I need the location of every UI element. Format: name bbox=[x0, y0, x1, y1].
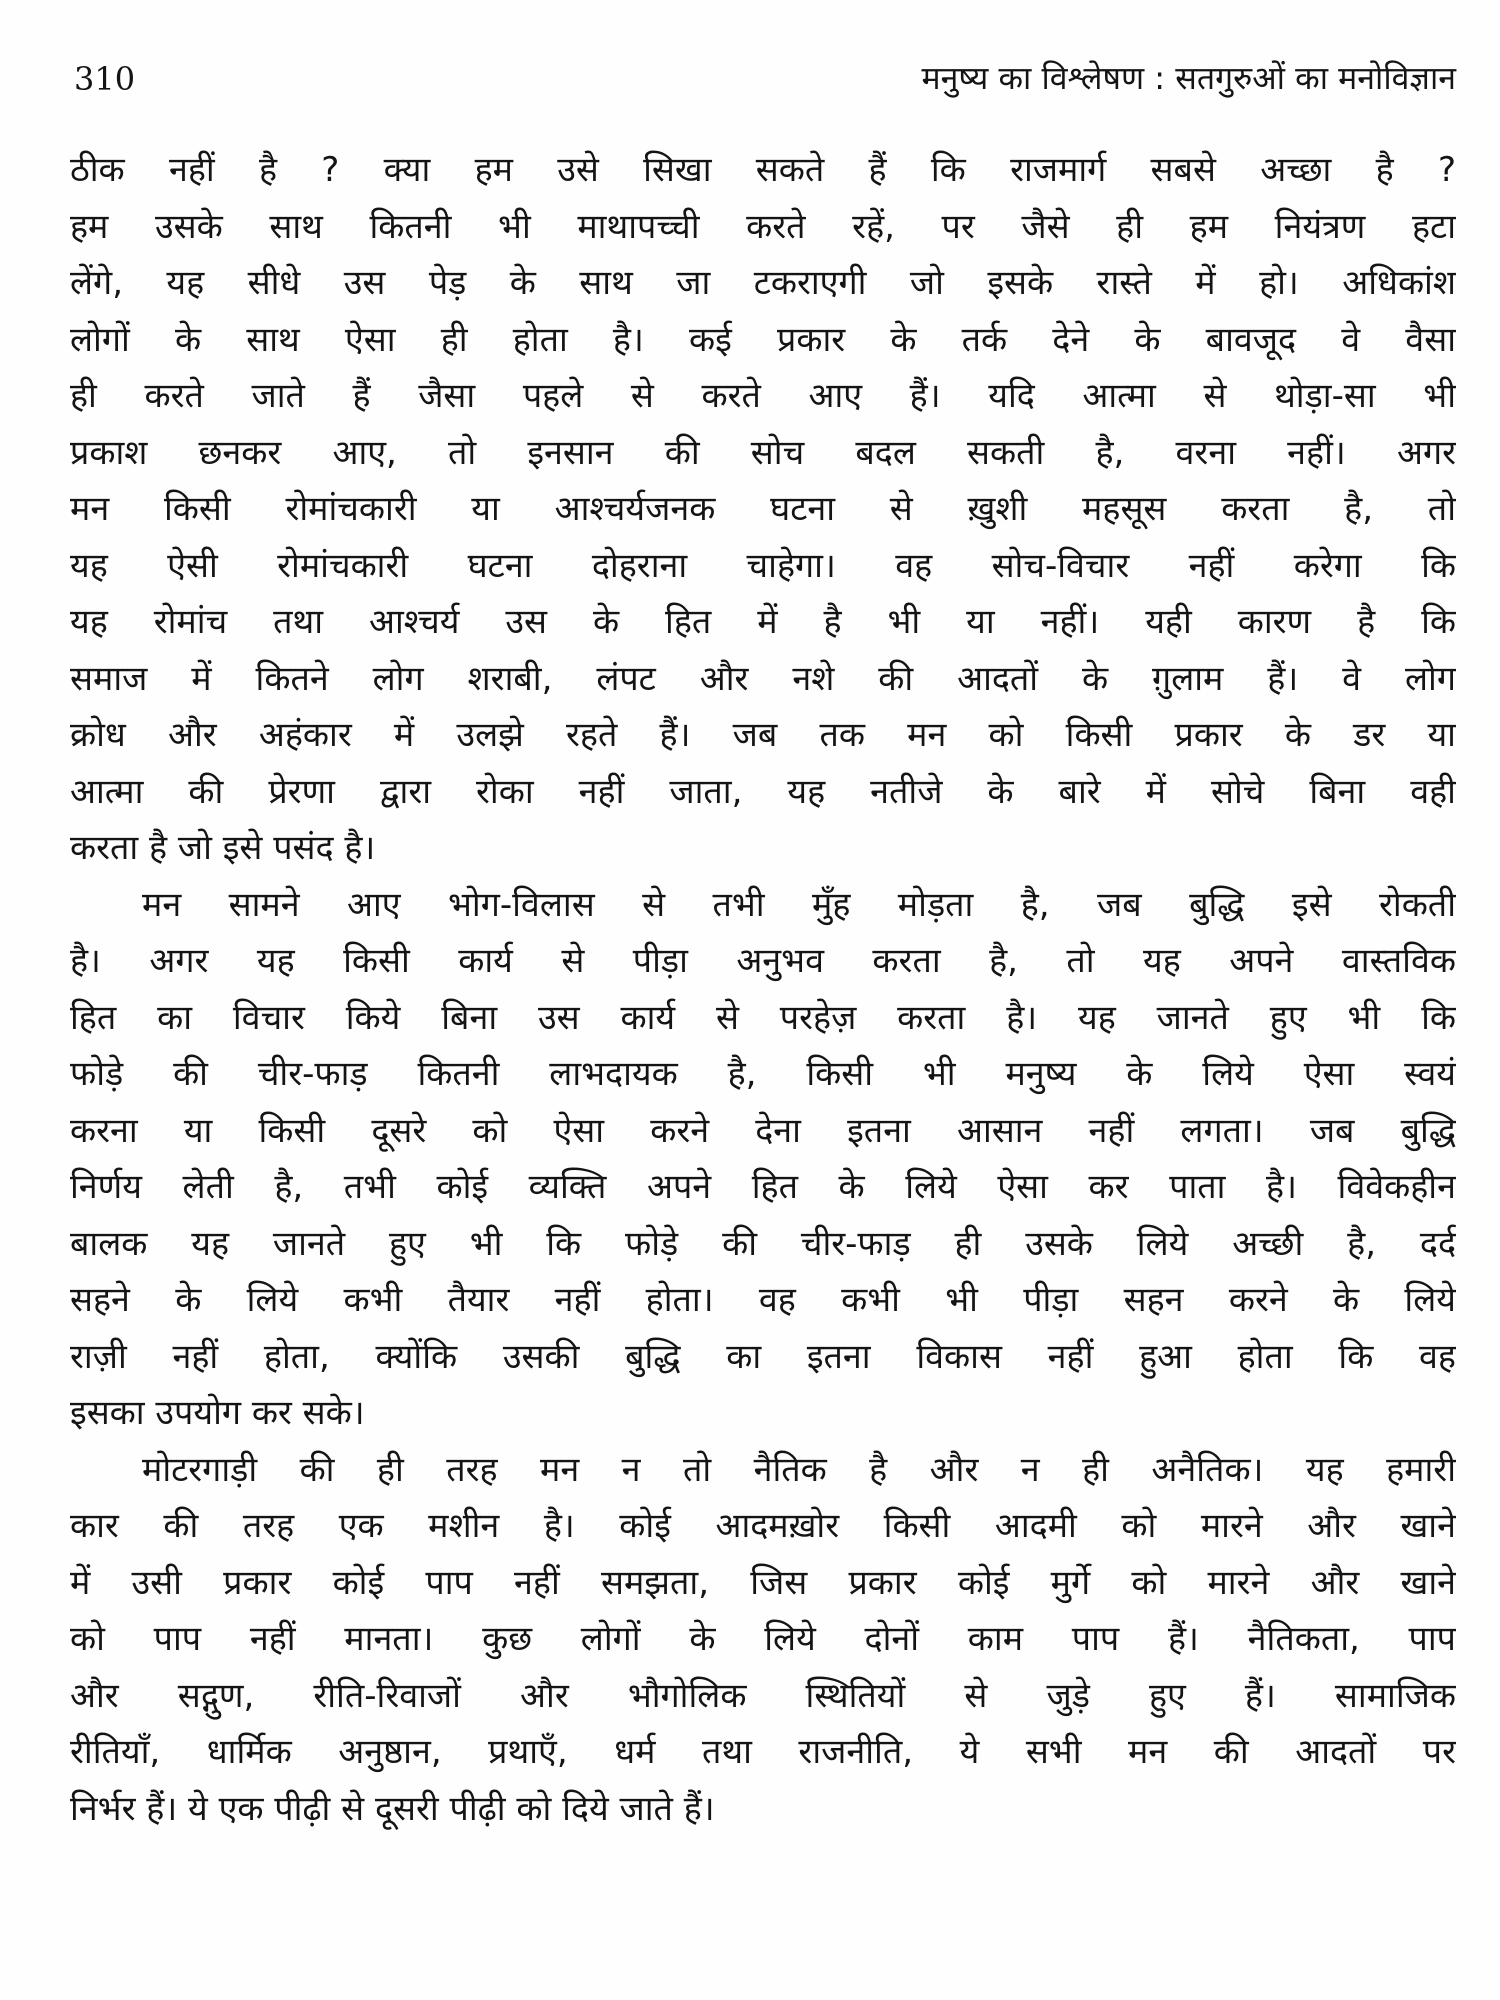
text-line: सहने के लिये कभी तैयार नहीं होता। वह कभी भी पीड़ा सहन करने के लिये bbox=[70, 1280, 1456, 1320]
paragraph-start-line: मोटरगाड़ी की ही तरह मन न तो नैतिक है और न ही अनैतिक। यह हमारी bbox=[142, 1449, 1456, 1490]
page-number: 310 bbox=[74, 60, 136, 98]
text-line: करना या किसी दूसरे को ऐसा करने देना इतना आसान नहीं लगता। जब बुद्धि bbox=[70, 1110, 1456, 1151]
text-line: ठीक नहीं है ? क्या हम उसे सिखा सकते हैं कि राजमार्ग सबसे अच्छा है ? bbox=[70, 150, 1456, 190]
text-line: ही करते जाते हैं जैसा पहले से करते आए हैं। यदि आत्मा से थोड़ा-सा भी bbox=[70, 376, 1456, 416]
text-line: रीतियाँ, धार्मिक अनुष्ठान, प्रथाएँ, धर्म तथा राजनीति, ये सभी मन की आदतों पर bbox=[70, 1732, 1456, 1772]
text-line: बालक यह जानते हुए भी कि फोड़े की चीर-फाड़ ही उसके लिये अच्छी है, दर्द bbox=[70, 1223, 1456, 1264]
text-line: हम उसके साथ कितनी भी माथापच्ची करते रहें, पर जैसे ही हम नियंत्रण हटा bbox=[70, 206, 1456, 247]
text-line: फोड़े की चीर-फाड़ कितनी लाभदायक है, किसी भी मनुष्य के लिये ऐसा स्वयं bbox=[70, 1054, 1456, 1094]
text-line: निर्णय लेती है, तभी कोई व्यक्ति अपने हित के लिये ऐसा कर पाता है। विवेकहीन bbox=[70, 1167, 1456, 1207]
text-line: क्रोध और अहंकार में उलझे रहते हैं। जब तक मन को किसी प्रकार के डर या bbox=[70, 715, 1456, 755]
text-line: आत्मा की प्रेरणा द्वारा रोका नहीं जाता, यह नतीजे के बारे में सोचे बिना वही bbox=[70, 771, 1456, 812]
text-line: लेंगे, यह सीधे उस पेड़ के साथ जा टकराएगी जो इसके रास्ते में हो। अधिकांश bbox=[70, 263, 1456, 303]
text-line: है। अगर यह किसी कार्य से पीड़ा अनुभव करता है, तो यह अपने वास्तविक bbox=[70, 941, 1456, 981]
paragraph-start-line: मन सामने आए भोग-विलास से तभी मुँह मोड़ता है, जब बुद्धि इसे रोकती bbox=[142, 884, 1456, 925]
text-line: समाज में कितने लोग शराबी, लंपट और नशे की आदतों के ग़ुलाम हैं। वे लोग bbox=[70, 658, 1456, 699]
running-title: मनुष्य का विश्लेषण : सतगुरुओं का मनोविज्ञान bbox=[921, 59, 1456, 97]
paragraph-end-line: निर्भर हैं। ये एक पीढ़ी से दूसरी पीढ़ी को दिये जाते हैं। bbox=[70, 1788, 715, 1829]
paragraph-end-line: करता है जो इसे पसंद है। bbox=[70, 828, 376, 868]
text-line: को पाप नहीं मानता। कुछ लोगों के लिये दोनों काम पाप हैं। नैतिकता, पाप bbox=[70, 1619, 1456, 1659]
page-header bbox=[70, 56, 1456, 116]
text-line: लोगों के साथ ऐसा ही होता है। कई प्रकार के तर्क देने के बावजूद वे वैसा bbox=[70, 319, 1456, 360]
text-line: यह रोमांच तथा आश्चर्य उस के हित में है भी या नहीं। यही कारण है कि bbox=[70, 602, 1456, 642]
text-line: प्रकाश छनकर आए, तो इनसान की सोच बदल सकती है, वरना नहीं। अगर bbox=[70, 432, 1456, 473]
text-line: में उसी प्रकार कोई पाप नहीं समझता, जिस प्रकार कोई मुर्गे को मारने और खाने bbox=[70, 1562, 1456, 1603]
text-line: मन किसी रोमांचकारी या आश्चर्यजनक घटना से ख़ुशी महसूस करता है, तो bbox=[70, 489, 1456, 529]
body-text bbox=[70, 142, 1456, 1837]
text-line: और सद्गुण, रीति-रिवाजों और भौगोलिक स्थितियों से जुड़े हुए हैं। सामाजिक bbox=[70, 1675, 1456, 1716]
text-line: कार की तरह एक मशीन है। कोई आदमख़ोर किसी आदमी को मारने और खाने bbox=[70, 1506, 1456, 1546]
text-line: यह ऐसी रोमांचकारी घटना दोहराना चाहेगा। वह सोच-विचार नहीं करेगा कि bbox=[70, 545, 1456, 586]
text-line: हित का विचार किये बिना उस कार्य से परहेज़ करता है। यह जानते हुए भी कि bbox=[70, 997, 1456, 1038]
paragraph-end-line: इसका उपयोग कर सके। bbox=[70, 1393, 365, 1433]
text-line: राज़ी नहीं होता, क्योंकि उसकी बुद्धि का इतना विकास नहीं हुआ होता कि वह bbox=[70, 1336, 1456, 1377]
